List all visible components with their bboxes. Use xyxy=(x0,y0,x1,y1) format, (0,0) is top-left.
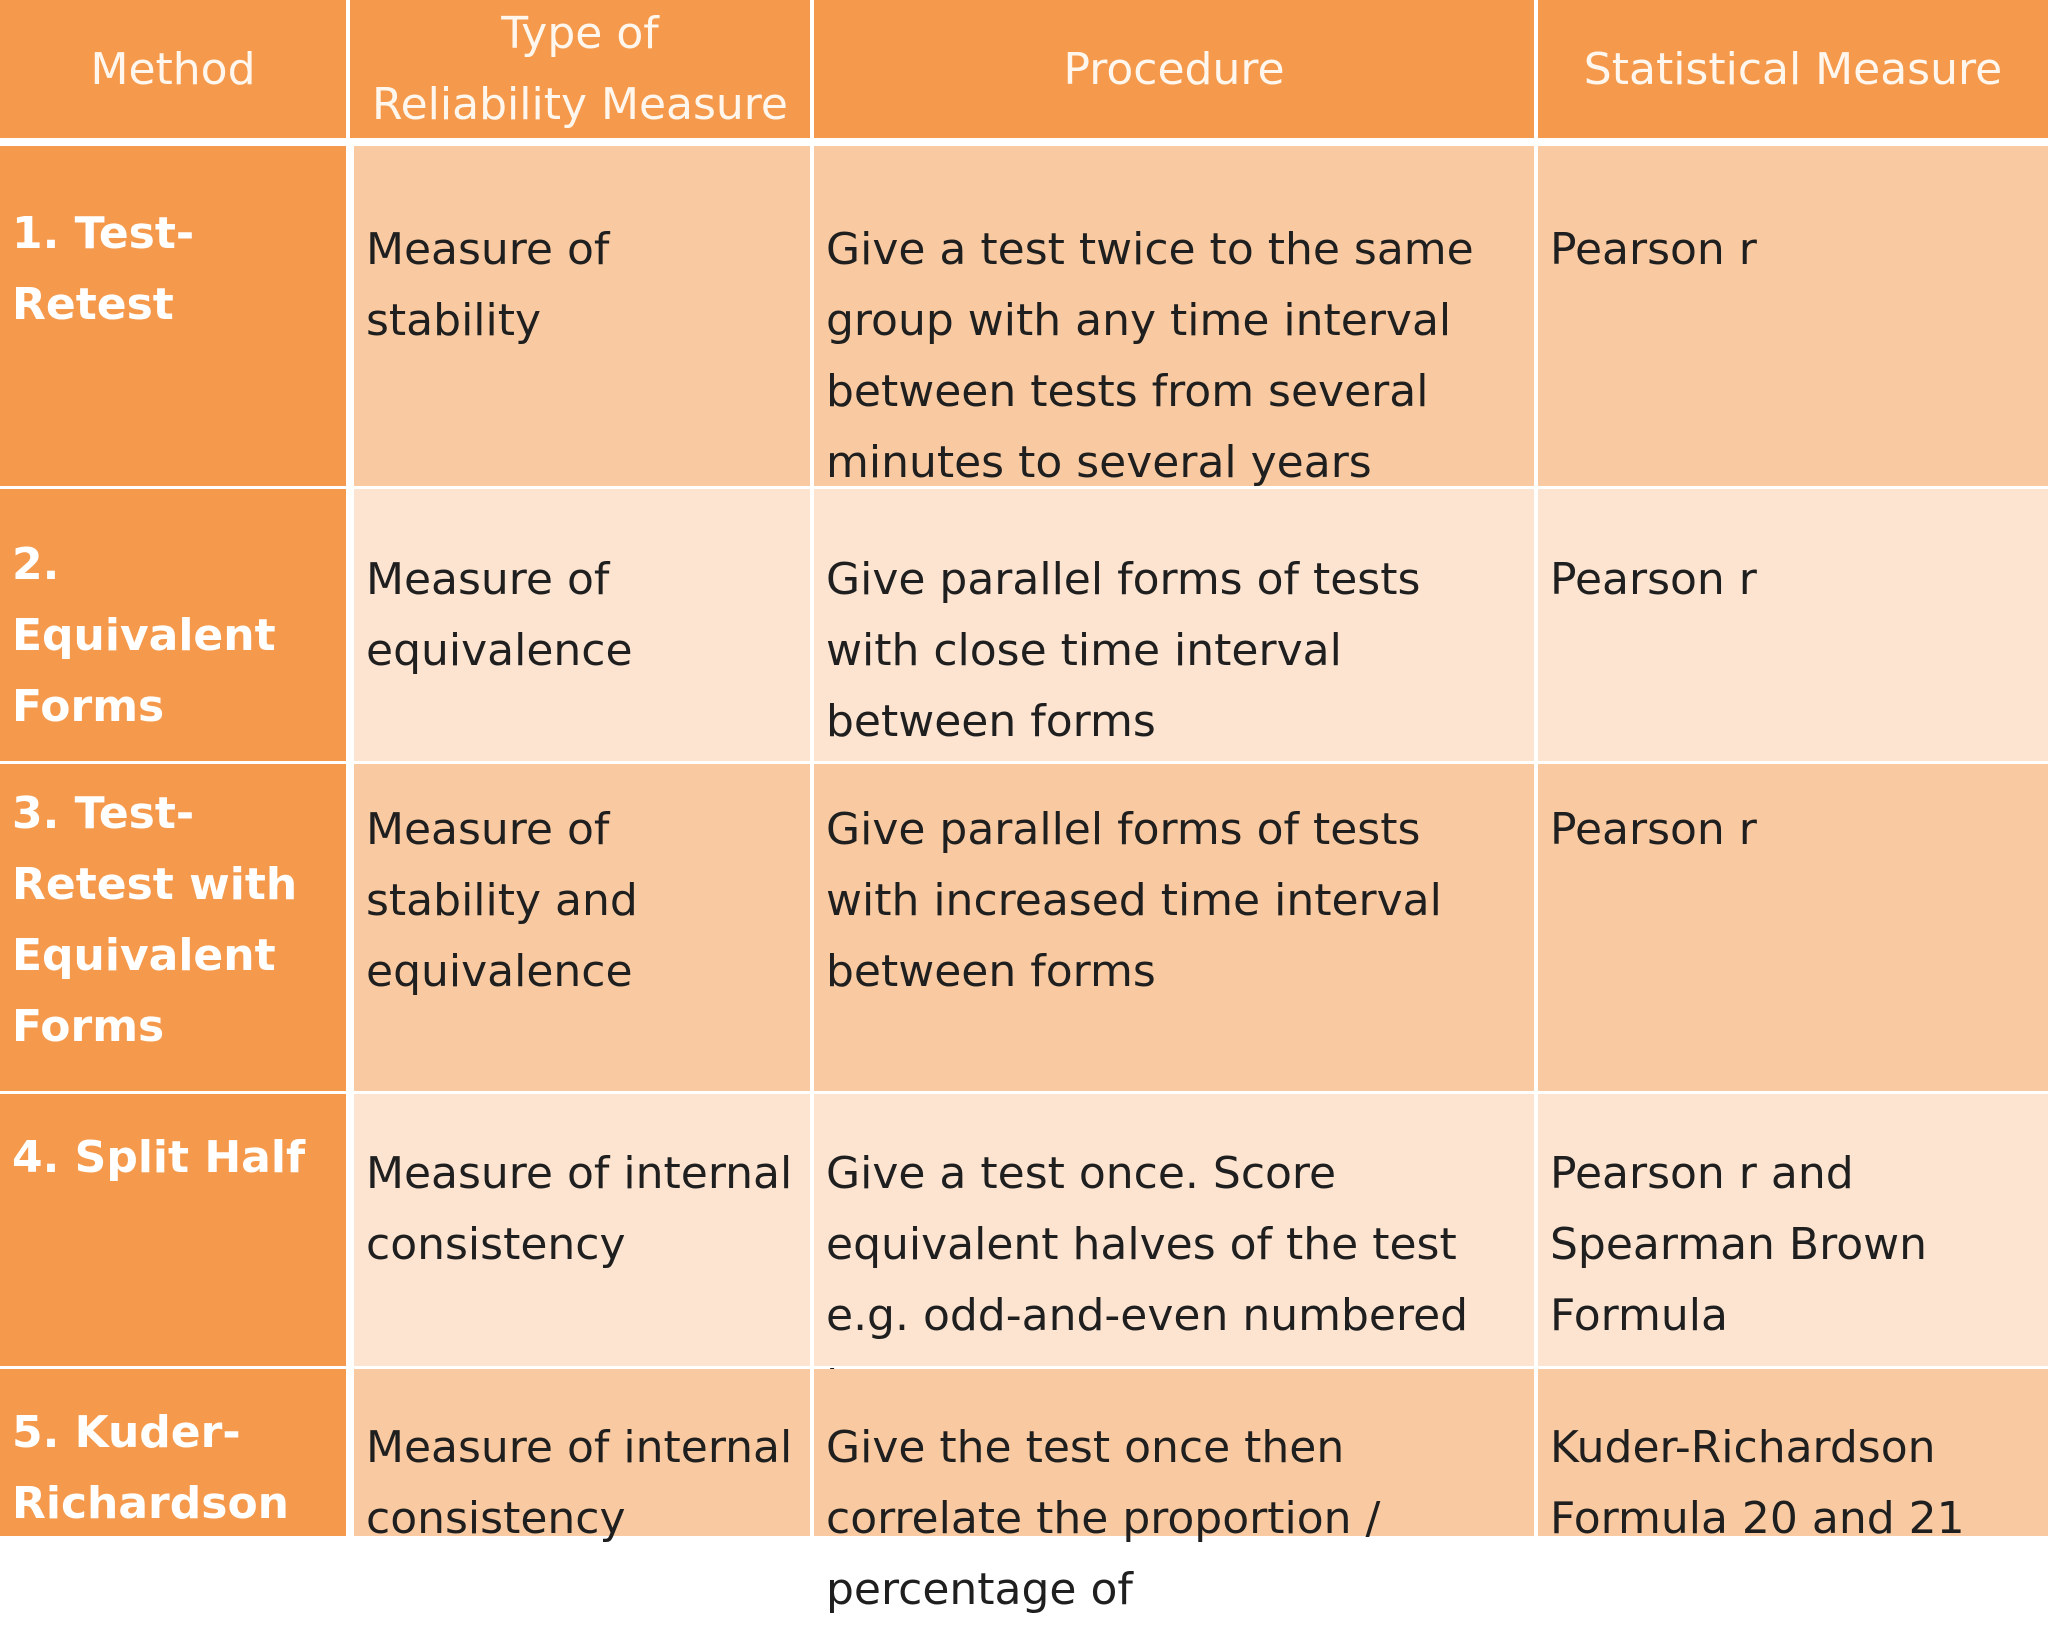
header-type-label: Type of Reliability Measure xyxy=(372,8,788,130)
header-statistical xyxy=(1538,0,2048,138)
row5-method-text: 5. Kuder-Richardson xyxy=(12,1407,289,1529)
row5-statistical-text: Kuder-Richardson Formula 20 and 21 xyxy=(1550,1422,1965,1544)
row5-procedure xyxy=(814,1369,1534,1615)
row4-method xyxy=(0,1094,346,1366)
row1-statistical-text: Pearson r xyxy=(1550,224,1757,275)
row3-method xyxy=(0,764,346,1091)
row3-statistical xyxy=(1538,764,2048,1091)
row3-procedure xyxy=(814,764,1534,1091)
row5-method xyxy=(0,1369,346,1536)
row2-type-text: Measure of equivalence xyxy=(366,554,633,676)
row2-statistical xyxy=(1538,489,2048,761)
row4-statistical-text: Pearson r and Spearman Brown Formula xyxy=(1550,1148,1928,1341)
row2-method xyxy=(0,489,346,761)
row1-type-text: Measure of stability xyxy=(366,224,610,346)
row1-procedure xyxy=(814,146,1534,486)
header-method xyxy=(0,0,346,138)
row1-type xyxy=(354,146,810,486)
row5-type xyxy=(354,1369,810,1544)
row3-procedure-text: Give parallel forms of tests with increased time interval between forms xyxy=(826,804,1442,997)
row2-procedure xyxy=(814,489,1534,761)
row4-statistical xyxy=(1538,1094,2048,1366)
row1-procedure-text: Give a test twice to the same group with any time interval between tests from several minutes to several years xyxy=(826,224,1474,488)
row5-type-text: Measure of internal consistency xyxy=(366,1422,793,1544)
row1-method xyxy=(0,146,346,486)
row3-statistical-text: Pearson r xyxy=(1550,804,1757,855)
row4-method-text: 4. Split Half xyxy=(12,1132,306,1183)
row4-procedure-text: Give a test once. Score equivalent halves of the test e.g. odd-and-even numbered xyxy=(826,1148,1469,1341)
header-procedure-label: Procedure xyxy=(1063,43,1285,95)
header-procedure xyxy=(814,0,1534,138)
row5-statistical xyxy=(1538,1369,2048,1544)
row4-type-text: Measure of internal consistency xyxy=(366,1148,793,1270)
row3-method-text: 3. Test-Retest with Equivalent Forms xyxy=(12,788,298,1052)
header-type xyxy=(350,0,810,138)
row3-type-text: Measure of stability and equivalence xyxy=(366,804,638,997)
row3-type xyxy=(354,764,810,1091)
row5-procedure-text: Give the test once then correlate the proportion / percentage of xyxy=(826,1422,1381,1615)
row2-statistical-text: Pearson r xyxy=(1550,554,1757,605)
row2-procedure-text: Give parallel forms of tests with close time interval between forms xyxy=(826,554,1421,747)
row4-procedure xyxy=(814,1094,1534,1366)
row1-method-text: 1. Test-Retest xyxy=(12,208,195,330)
row4-type xyxy=(354,1094,810,1366)
header-method-label: Method xyxy=(90,43,256,95)
row2-method-text: 2. Equivalent Forms xyxy=(12,539,276,732)
row1-statistical xyxy=(1538,146,2048,486)
header-statistical-label: Statistical Measure xyxy=(1583,43,2003,95)
row2-type xyxy=(354,489,810,761)
